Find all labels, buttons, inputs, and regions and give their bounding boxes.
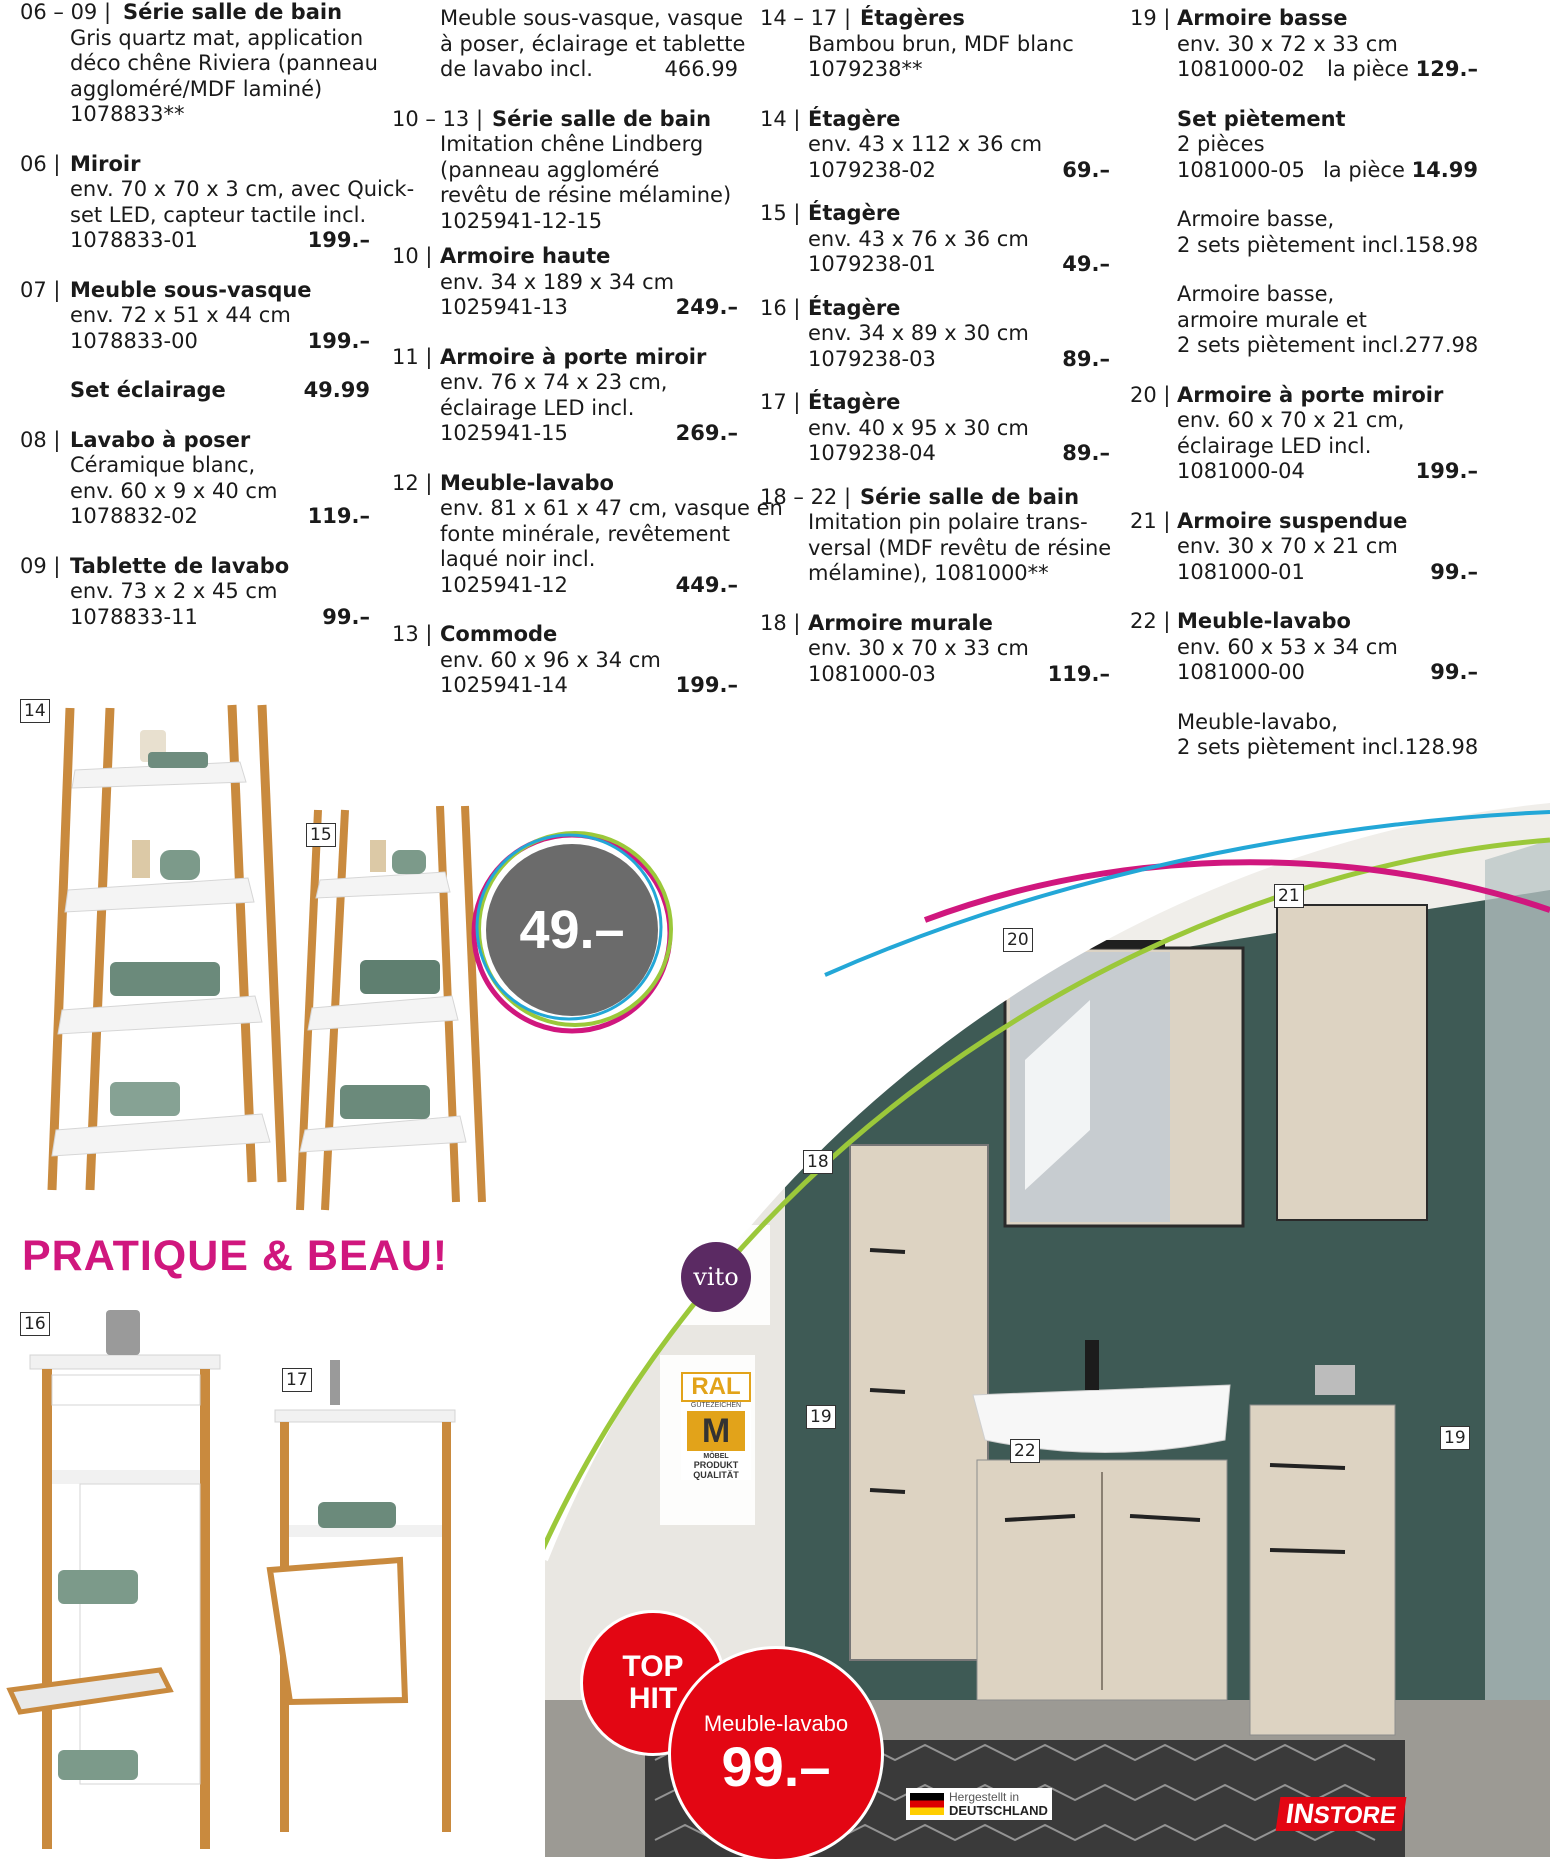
set-pietement — [1130, 107, 1478, 184]
tag-19b: 19 — [1440, 1426, 1470, 1450]
item-price: 49.– — [1062, 252, 1110, 276]
item-price: 129.– — [1415, 57, 1478, 81]
item-title: Set piètement — [1177, 106, 1346, 131]
ral-l2: PRODUKT — [693, 1460, 739, 1470]
item-line: env. 34 x 189 x 34 cm — [440, 269, 675, 294]
ral-sub: GÜTEZEICHEN — [690, 1402, 742, 1409]
item-title: Tablette de lavabo — [70, 553, 290, 578]
item-line: Armoire basse, — [1177, 282, 1335, 306]
item-line: fonte minérale, revêtement — [440, 521, 731, 546]
item-line: env. 76 x 74 x 23 cm, — [440, 370, 668, 394]
per-piece-label: la pièce — [1327, 57, 1409, 81]
series-06-09 — [20, 0, 378, 128]
series-18-22 — [760, 485, 1110, 587]
item-number: 14 – 17 | — [760, 6, 852, 30]
made-in-line2: DEUTSCHLAND — [949, 1803, 1048, 1818]
combo-3 — [1130, 710, 1478, 761]
item-07 — [20, 278, 370, 355]
item-price: 99.– — [1430, 559, 1478, 584]
item-price: 69.– — [1062, 157, 1110, 182]
item-price: 99.– — [1430, 660, 1478, 684]
item-price: 199.– — [1415, 459, 1478, 483]
item-title: Armoire à porte miroir — [1177, 382, 1444, 407]
item-line: env. 43 x 112 x 36 cm — [808, 132, 1043, 156]
code-price-row — [440, 421, 738, 447]
code-price-row — [1177, 560, 1478, 586]
item-10 — [392, 244, 738, 321]
item-title: Série salle de bain — [123, 0, 343, 24]
tag-17: 17 — [282, 1368, 312, 1392]
item-code: 1025941-12 — [440, 572, 568, 597]
vito-logo-text: vito — [693, 1263, 739, 1291]
item-price: 14.99 — [1411, 157, 1478, 182]
item-22 — [1130, 609, 1478, 686]
continuation — [392, 6, 746, 83]
code-price-row — [808, 347, 1110, 373]
item-number: 10 – 13 | — [392, 106, 484, 131]
item-number: 06 – 09 | — [20, 0, 112, 24]
item-line: Meuble sous-vasque, vasque — [440, 6, 744, 30]
item-number: 07 | — [20, 277, 61, 302]
badge-price: 99.– — [721, 1735, 831, 1798]
item-line: env. 60 x 70 x 21 cm, — [1177, 408, 1405, 432]
tag-19a: 19 — [806, 1405, 836, 1429]
item-14 — [760, 107, 1110, 184]
column-3 — [760, 0, 1110, 711]
item-line: à poser, éclairage et tablette — [440, 31, 746, 56]
item-code: 1079238** — [808, 57, 923, 81]
column-4 — [1130, 0, 1478, 785]
code-price-row — [1177, 660, 1478, 686]
item-code: 1025941-15 — [440, 421, 568, 445]
item-18 — [760, 611, 1110, 688]
item-title: Lavabo à poser — [70, 427, 251, 452]
item-title: Armoire basse — [1177, 6, 1348, 30]
item-code: 1078832-02 — [70, 504, 198, 528]
item-title: Étagère — [808, 201, 901, 225]
item-code: 1079238-04 — [808, 441, 936, 465]
instore-badge — [1276, 1797, 1407, 1831]
item-title: Meuble sous-vasque — [70, 277, 312, 302]
item-title: Série salle de bain — [860, 484, 1080, 509]
item-08 — [20, 428, 370, 530]
ral-l3: QUALITÄT — [693, 1470, 739, 1480]
item-06 — [20, 151, 415, 254]
series-10-13 — [392, 107, 738, 235]
code-price-row — [70, 605, 370, 631]
item-line: armoire murale et — [1177, 307, 1367, 332]
code-price-row — [1177, 735, 1478, 761]
item-line: aggloméré/MDF laminé) — [70, 76, 323, 101]
item-line: env. 73 x 2 x 45 cm — [70, 579, 278, 603]
item-line: laqué noir incl. — [440, 547, 596, 571]
item-line: revêtu de résine mélamine) — [440, 183, 732, 207]
cabinet-16-image — [10, 1310, 220, 1849]
item-line: Bambou brun, MDF blanc — [808, 31, 1074, 56]
item-line: mélamine), 1081000** — [808, 561, 1049, 585]
item-09 — [20, 554, 370, 631]
tag-20: 20 — [1003, 928, 1033, 952]
code-price-row — [440, 573, 738, 599]
ral-l1: MÖBEL — [703, 1453, 729, 1460]
item-line: env. 72 x 51 x 44 cm — [70, 303, 291, 327]
code-price-row — [70, 504, 370, 530]
item-code: 1081000-01 — [1177, 559, 1305, 584]
code-price-row — [1177, 158, 1478, 184]
item-title: Armoire suspendue — [1177, 508, 1408, 533]
tag-16: 16 — [20, 1312, 50, 1336]
item-16 — [760, 296, 1110, 373]
item-number: 18 – 22 | — [760, 484, 852, 509]
tag-15: 15 — [306, 823, 336, 847]
item-code: 1079238-01 — [808, 252, 936, 276]
item-line: 2 sets piètement incl. — [1177, 232, 1405, 257]
item-code: 1081000-02 — [1177, 57, 1305, 81]
instore-store: STORE — [1311, 1802, 1398, 1829]
instore-in: IN — [1283, 1798, 1317, 1829]
item-price: 99.– — [322, 604, 370, 629]
item-code: 1079238-02 — [808, 157, 936, 182]
code-price-row — [70, 329, 370, 355]
ral-m: M — [687, 1411, 745, 1451]
item-line: env. 60 x 9 x 40 cm — [70, 478, 278, 503]
item-line: Céramique blanc, — [70, 453, 256, 477]
item-title: Armoire à porte miroir — [440, 344, 707, 369]
item-title: Meuble-lavabo — [1177, 609, 1351, 633]
ral-logo — [681, 1372, 751, 1480]
item-15 — [760, 201, 1110, 278]
item-line: Meuble-lavabo, — [1177, 709, 1338, 734]
item-12 — [392, 470, 783, 599]
item-price: 199.– — [307, 228, 370, 252]
item-code: 1078833-11 — [70, 604, 198, 629]
item-title: Set éclairage — [70, 378, 226, 402]
item-number: 06 | — [20, 151, 61, 176]
item-price: 49.99 — [303, 378, 370, 402]
item-title: Étagères — [860, 6, 965, 30]
item-line: Imitation chêne Lindberg — [440, 132, 704, 156]
item-title: Armoire haute — [440, 244, 611, 268]
item-title: Miroir — [70, 151, 141, 176]
item-line: env. 60 x 53 x 34 cm — [1177, 634, 1398, 659]
set-row — [70, 378, 370, 404]
item-line: env. 30 x 70 x 21 cm — [1177, 534, 1398, 558]
tag-18: 18 — [803, 1150, 833, 1174]
code-price-row — [440, 295, 738, 321]
item-number: 15 | — [760, 201, 801, 225]
item-title: Étagère — [808, 390, 901, 414]
price-badge-49: 49.– — [519, 900, 625, 960]
item-number: 14 | — [760, 106, 801, 131]
item-11 — [392, 345, 738, 447]
item-price: 449.– — [675, 572, 738, 597]
item-13 — [392, 622, 738, 699]
item-number: 18 | — [760, 610, 801, 635]
item-line: déco chêne Riviera (panneau — [70, 51, 378, 75]
item-line: env. 60 x 96 x 34 cm — [440, 647, 661, 672]
item-line: éclairage LED incl. — [1177, 433, 1372, 458]
made-in-germany — [906, 1788, 1052, 1820]
item-code: 1025941-14 — [440, 673, 568, 697]
tag-22: 22 — [1010, 1439, 1040, 1463]
item-price: 199.– — [307, 328, 370, 353]
item-number: 12 | — [392, 470, 433, 495]
item-code: 1081000-03 — [808, 661, 936, 686]
item-20 — [1130, 383, 1478, 485]
item-line: Gris quartz mat, application — [70, 25, 364, 50]
item-code: 1025941-13 — [440, 295, 568, 319]
code-price-row — [808, 252, 1110, 278]
item-line: env. 30 x 70 x 33 cm — [808, 636, 1029, 660]
item-title: Commode — [440, 622, 558, 646]
item-number: 20 | — [1130, 382, 1171, 407]
item-line: env. 70 x 70 x 3 cm, avec Quick- — [70, 177, 415, 201]
item-title: Étagère — [808, 295, 901, 320]
code-price-row — [1177, 459, 1478, 485]
item-price: 199.– — [675, 673, 738, 697]
item-price: 269.– — [675, 421, 738, 445]
item-number: 17 | — [760, 390, 801, 414]
shelf-17-image — [270, 1360, 455, 1832]
item-number: 09 | — [20, 553, 61, 578]
item-line: de lavabo incl. — [440, 57, 593, 81]
code-price-row — [808, 662, 1110, 688]
item-line: 2 sets piètement incl. — [1177, 735, 1405, 759]
item-code: 1081000-04 — [1177, 459, 1305, 483]
item-line: env. 30 x 72 x 33 cm — [1177, 31, 1398, 56]
item-code: 1078833-00 — [70, 328, 198, 353]
item-price: 128.98 — [1404, 735, 1479, 759]
item-code: 1079238-03 — [808, 346, 936, 371]
item-code: 1078833-01 — [70, 228, 198, 252]
code-price-row — [808, 441, 1110, 467]
item-line: env. 43 x 76 x 36 cm — [808, 226, 1029, 251]
item-number: 22 | — [1130, 609, 1171, 633]
item-number: 13 | — [392, 622, 433, 646]
german-flag-icon — [910, 1793, 944, 1815]
top-hit-line2: HIT — [628, 1682, 678, 1715]
headline: PRATIQUE & BEAU! — [22, 1232, 449, 1280]
item-price: 119.– — [307, 504, 370, 528]
item-title: Meuble-lavabo — [440, 470, 614, 495]
code-price-row — [440, 57, 738, 83]
item-code: 1078833** — [70, 102, 185, 126]
item-number: 10 | — [392, 244, 433, 268]
item-price: 119.– — [1047, 661, 1110, 686]
item-line: 2 pièces — [1177, 132, 1265, 156]
item-line: set LED, capteur tactile incl. — [70, 202, 367, 227]
code-price-row — [1177, 333, 1478, 359]
item-title: Étagère — [808, 106, 901, 131]
vito-logo — [681, 1242, 751, 1312]
item-line: env. 40 x 95 x 30 cm — [808, 415, 1029, 440]
tag-21: 21 — [1274, 884, 1304, 908]
ral-text: RAL — [681, 1372, 751, 1402]
item-code: 1081000-00 — [1177, 660, 1305, 684]
item-title: Série salle de bain — [492, 106, 712, 131]
badge-label: Meuble-lavabo — [703, 1711, 849, 1736]
code-price-row — [70, 228, 370, 254]
made-in-line1: Hergestellt in — [949, 1790, 1020, 1804]
item-line: env. 34 x 89 x 30 cm — [808, 321, 1029, 345]
code-price-row — [808, 158, 1110, 184]
item-price: 249.– — [675, 295, 738, 319]
item-price: 89.– — [1062, 346, 1110, 371]
item-line: Imitation pin polaire trans- — [808, 510, 1088, 534]
combo-1 — [1130, 207, 1478, 258]
item-line: env. 81 x 61 x 47 cm, vasque en — [440, 496, 783, 520]
shelf-14-image — [52, 705, 282, 1190]
item-price: 89.– — [1062, 441, 1110, 465]
item-price: 466.99 — [664, 57, 738, 81]
item-line: (panneau aggloméré — [440, 157, 660, 182]
item-price: 277.98 — [1404, 333, 1479, 357]
meuble-lavabo-price-badge — [668, 1646, 884, 1862]
item-21 — [1130, 509, 1478, 586]
item-line: versal (MDF revêtu de résine — [808, 535, 1112, 560]
item-19 — [1130, 6, 1478, 83]
item-line: Armoire basse, — [1177, 207, 1335, 231]
set-eclairage — [20, 378, 370, 404]
code-price-row — [1177, 57, 1478, 83]
item-17 — [760, 390, 1110, 467]
item-number: 08 | — [20, 427, 61, 452]
top-hit-line1: TOP — [622, 1650, 684, 1683]
item-price: 158.98 — [1404, 232, 1479, 257]
item-code: 1025941-12-15 — [440, 208, 603, 233]
item-number: 11 | — [392, 344, 433, 369]
per-piece-label: la pièce — [1322, 157, 1405, 182]
item-line: 2 sets piètement incl. — [1177, 333, 1405, 357]
tag-14: 14 — [20, 699, 50, 723]
shelf-15-image — [300, 806, 482, 1210]
item-code: 1081000-05 — [1177, 157, 1305, 182]
item-title: Armoire murale — [808, 610, 993, 635]
item-line: éclairage LED incl. — [440, 395, 635, 420]
series-14-17 — [760, 6, 1110, 83]
item-number: 16 | — [760, 295, 801, 320]
code-price-row — [1177, 233, 1478, 259]
item-number: 21 | — [1130, 508, 1171, 533]
combo-2 — [1130, 282, 1478, 359]
item-number: 19 | — [1130, 6, 1171, 30]
